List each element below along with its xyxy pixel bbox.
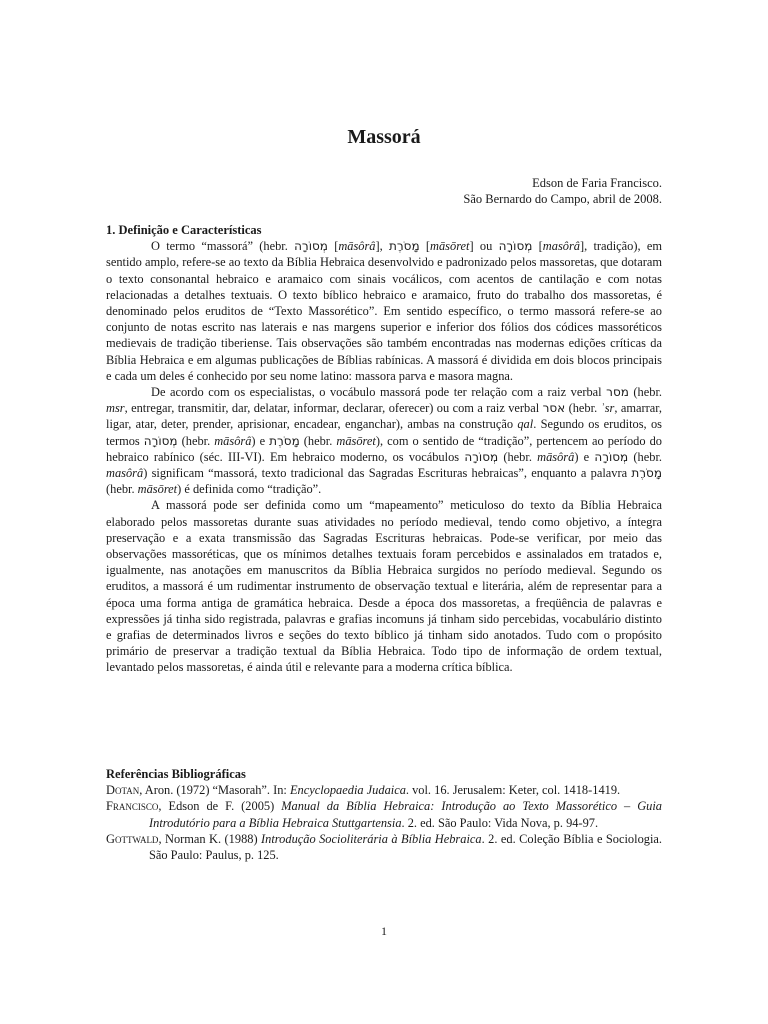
hebrew-term: מְסוֹרָה — [594, 449, 629, 464]
page-number: 1 — [381, 924, 387, 938]
hebrew-term: מָסֹרֶת — [389, 239, 420, 254]
author-line: Edson de Faria Francisco. — [532, 176, 662, 190]
transliteration: māsôrâ — [537, 449, 575, 464]
hebrew-term: מסר — [606, 385, 629, 400]
hebrew-term: מְסוֹרָה — [143, 433, 178, 448]
reference-author-surname: Francisco — [106, 799, 159, 814]
transliteration: msr — [106, 401, 125, 416]
transliteration: māsōret — [430, 239, 470, 254]
place-date-line: São Bernardo do Campo, abril de 2008. — [463, 192, 662, 206]
page-title: Massorá — [347, 126, 421, 148]
transliteration: masôrâ — [542, 239, 580, 254]
reference-author-surname: Gottwald — [106, 831, 159, 846]
reference-item: Francisco, Edson de F. (2005) Manual da Bíblia Hebraica: Introdução ao Texto Massorético – Guia Introdutório para a Bíblia Hebraica Stuttgartensia. 2. ed. São Paulo: Vida Nova, p. 94-97. — [106, 799, 662, 830]
hebrew-term: מְסוֹרָה — [498, 239, 533, 254]
hebrew-term: מְסוֹרָה — [294, 239, 328, 254]
reference-item: Gottwald, Norman K. (1988) Introdução Socioliterária à Bíblia Hebraica. 2. ed. Coleção Bíblia e Sociologia. São Paulo: Paulus, p. 125. — [106, 831, 662, 863]
transliteration: māsōret — [137, 482, 178, 497]
transliteration: māsôrâ — [214, 433, 252, 448]
hebrew-term: אסר — [542, 401, 566, 416]
paragraph-3: A massorá pode ser definida como um “mapeamento” meticuloso do texto da Bíblia Hebraica elaborado pelos massoretas durante suas atividades no período medieval, tendo como objetivo, a íntegra preservação e a exata transmissão das Sagradas Escrituras hebraicas. Pode-se verificar, por meio das observações massoréticas, que os mínimos detalhes textuais foram percebidos e assinalados em tratados e, igualmente, nas anotações em manuscritos da Bíblia Hebraica surgidos no período medieval. Segundo os eruditos, a massorá é um rudimentar instrumento de observação textual e literária, além de representar para a época uma forma antiga de gramática hebraica. Desde a época dos massoretas, a freqüência de palavras e expressões já tinha sido registrada, palavras e grafias incomuns já tinham sido percebidas, vocabulário distinto e grafias de determinados livros e seções do texto bíblico já tinham sido anotados. Tudo com o propósito primário de preservar a tradição textual da Bíblia Hebraica. Todo tipo de informação de ordem textual, levantado pelos massoretas, é ainda útil e relevante para a moderna crítica bíblica. — [106, 498, 662, 675]
paragraph-2: De acordo com os especialistas, o vocábulo massorá pode ter relação com a raiz verbal מסר (hebr. msr, entregar, transmitir, dar, delatar, informar, declarar, oferecer) ou com a raiz verbal אסר (hebr. ʾsr, amarrar, ligar, atar, deter, prender, aprisionar, encadear, enganchar), ambas na construção qal. Segundo os eruditos, os termos מְסוֹרָה (hebr. māsôrâ) e מָסֹרֶת (hebr. māsōret), com o sentido de “tradição”, pertencem ao período do hebraico rabínico (séc. III-VI). Em hebraico moderno, os vocábulos מְסוֹרָה (hebr. māsôrâ) e מְסוֹרָה (hebr. masôrâ) significam “massorá, texto tradicional das Sagradas Escrituras hebraicas”, enquanto a palavra מָסֹרֶת (hebr. māsōret) é definida como “tradição”. — [106, 385, 662, 497]
reference-author-surname: Dotan — [106, 783, 140, 798]
section-definition — [106, 222, 662, 676]
reference-work-title: Introdução Socioliterária à Bíblia Hebraica — [261, 831, 482, 846]
reference-work-title: Manual da Bíblia Hebraica: Introdução ao Texto Massorético – Guia Introdutório para a Bíblia Hebraica Stuttgartensia — [149, 799, 662, 830]
references-heading: Referências Bibliográficas — [106, 767, 246, 781]
transliteration: qal — [517, 417, 534, 432]
reference-work-title: Encyclopaedia Judaica — [289, 783, 406, 798]
hebrew-term: מָסֹרֶת — [631, 466, 662, 481]
hebrew-term: מָסֹרֶת — [269, 433, 300, 448]
hebrew-term: מְסוֹרָה — [464, 449, 499, 464]
transliteration: masôrâ — [106, 466, 144, 481]
transliteration: māsōret — [336, 433, 376, 448]
references-section — [106, 766, 662, 863]
transliteration: māsôrâ — [338, 239, 376, 254]
transliteration: ʾsr — [600, 401, 615, 416]
reference-item: Dotan, Aron. (1972) “Masorah”. In: Encyclopaedia Judaica. vol. 16. Jerusalem: Keter, col. 1418-1419. — [106, 783, 621, 798]
section-heading: 1. Definição e Características — [106, 223, 262, 237]
paragraph-1: O termo “massorá” (hebr. מְסוֹרָה [māsôrâ], מָסֹרֶת [māsōret] ou מְסוֹרָה [masôrâ], tradição), em sentido amplo, refere-se ao texto da Bíblia Hebraica desenvolvido e padronizado pelos massoretas, que dotaram o texto consonantal hebraico e aramaico com sinais vocálicos, com acentos de cantilação e com notas relacionadas a detalhes textuais. O texto bíblico hebraico e aramaico, fruto do trabalho dos massoretas, é denominado pelos eruditos de “Texto Massorético”. Em sentido específico, o termo massorá refere-se ao conjunto de notas escrito nas laterais e nas margens superior e inferior dos fólios dos códices massoréticos medievais de tradição tiberiense. Tais observações são também encontradas nas modernas edições críticas da Bíblia Hebraica e em algumas publicações de Bíblias rabínicas. A massorá é dividida em dois blocos principais e cada um deles é conhecido por seu nome latino: massora parva e masora magna. — [106, 239, 663, 383]
